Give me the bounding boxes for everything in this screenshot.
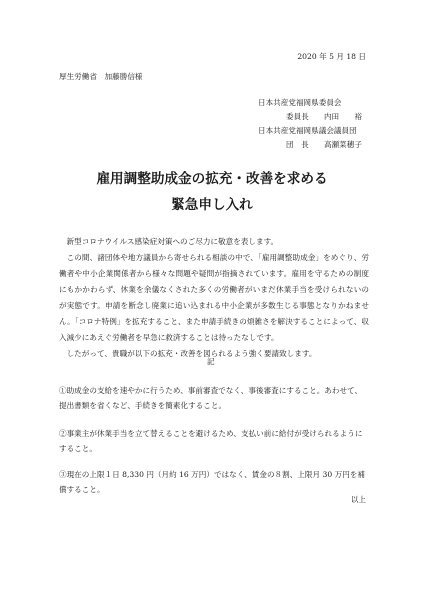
sender-organization: 日本共産党福岡県委員会 — [258, 98, 342, 107]
ki-heading: 記 — [207, 357, 215, 366]
body-paragraphs — [59, 234, 369, 362]
sender-chair: 委員長 内田 裕 — [286, 112, 362, 121]
body-paragraph-situation: この間、諸団体や地方議員から寄せられる相談の中で、「雇用調整助成金」をめぐり、労働者や中小企業関係者から様々な問題や疑問が指摘されています。雇用を守るための制度にもかかわらず、休業を余儀なくされた多くの労働者がいまだ休業手当を受けられないのが実態です。申請を断念し廃業に追い込まれる中小企業が多数生じる事態となりかねません。「コロナ特例」を拡充すること、また申請手続きの煩雑さを解決することによって、収入減少にあえぐ労働者を早急に救済することは待ったなしです。 — [59, 253, 369, 342]
document-title: 雇用調整助成金の拡充・改善を求める — [96, 171, 328, 187]
sender-council-group: 日本共産党福岡県議会議員団 — [258, 126, 357, 135]
document-subtitle: 緊急申し入れ — [171, 197, 253, 213]
body-paragraph-request: したがって、貴職が以下の拡充・改善を図られるよう強く要請致します。 — [66, 349, 317, 358]
sender-group-leader: 団 長 高瀬菜穂子 — [286, 140, 362, 149]
request-item-2: ②事業主が休業手当を立て替えることを避けるため、支払い前に給付が受けられるようにすること。 — [59, 429, 363, 453]
request-item-1: ①助成金の支給を速やかに行うため、事前審査でなく、事後審査にすること。あわせて、提出書類を省くなど、手続きを簡素化すること。 — [59, 386, 363, 410]
recipient-line: 厚生労働省 加藤勝信様 — [59, 72, 143, 81]
request-item-3: ③現在の上限１日 8,330 円（月約 16 万円）ではなく、賃金の８割、上限月 30 万円を補償すること。 — [59, 470, 365, 494]
body-paragraph-greeting: 新型コロナウイルス感染症対策へのご尽力に敬意を表します。 — [66, 237, 279, 246]
closing-mark: 以上 — [350, 495, 366, 504]
document-date: 2020 年 5 月 18 日 — [297, 52, 366, 61]
